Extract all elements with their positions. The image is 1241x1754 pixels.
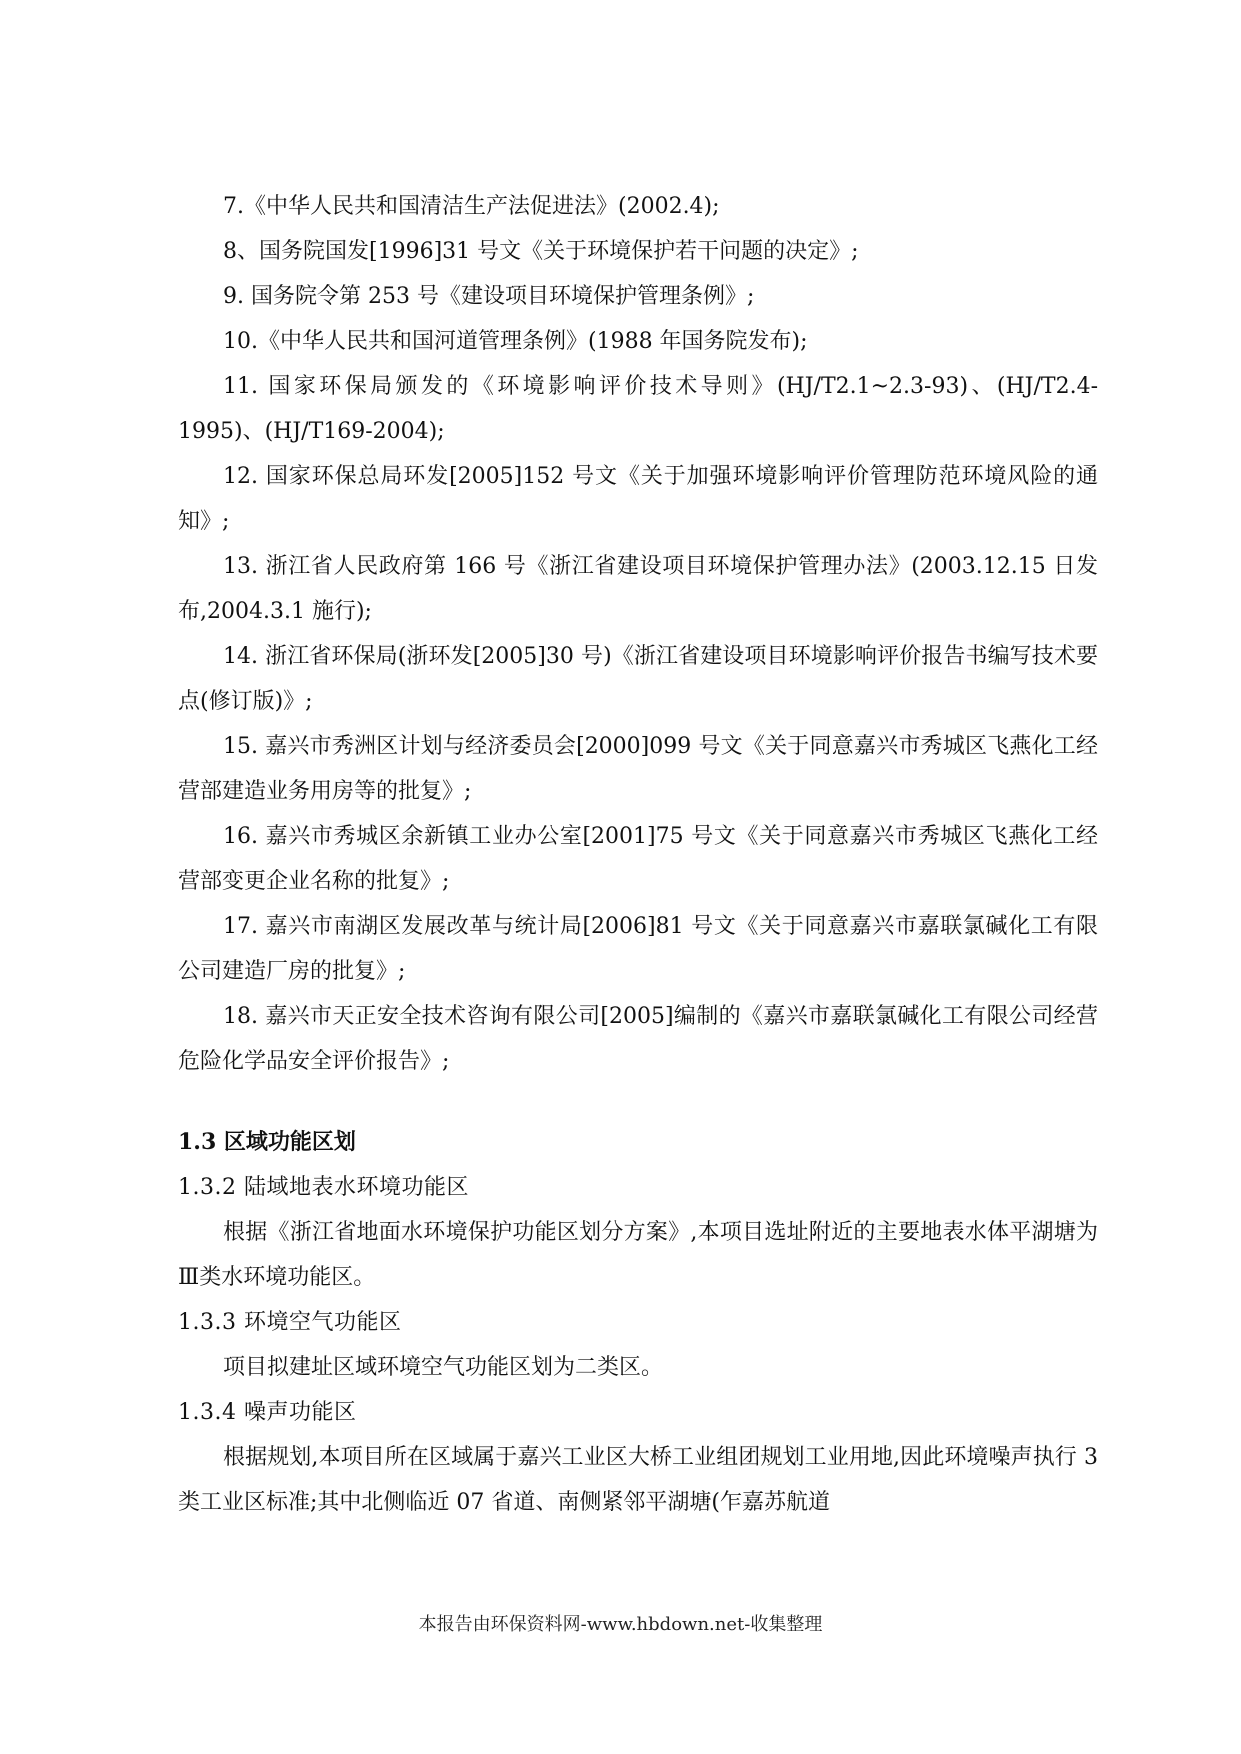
reference-item-10: 10.《中华人民共和国河道管理条例》(1988 年国务院发布); [223, 329, 808, 354]
reference-item-12: 12. 国家环保总局环发[2005]152 号文《关于加强环境影响评价管理防范环境风险的通知》; [178, 464, 1098, 534]
paragraph-surface-water: 根据《浙江省地面水环境保护功能区划分方案》,本项目选址附近的主要地表水体平湖塘为Ⅲ类水环境功能区。 [178, 1220, 1098, 1290]
reference-item-15: 15. 嘉兴市秀洲区计划与经济委员会[2000]099 号文《关于同意嘉兴市秀城区飞燕化工经营部建造业务用房等的批复》; [178, 734, 1098, 804]
subsection-title-air: 1.3.3 环境空气功能区 [178, 1310, 402, 1335]
paragraph-noise: 根据规划,本项目所在区域属于嘉兴工业区大桥工业组团规划工业用地,因此环境噪声执行 3 类工业区标准;其中北侧临近 07 省道、南侧紧邻平湖塘(乍嘉苏航道 [178, 1445, 1098, 1515]
paragraph-air: 项目拟建址区域环境空气功能区划为二类区。 [223, 1355, 664, 1380]
reference-item-16: 16. 嘉兴市秀城区余新镇工业办公室[2001]75 号文《关于同意嘉兴市秀城区飞燕化工经营部变更企业名称的批复》; [178, 824, 1098, 894]
reference-item-18: 18. 嘉兴市天正安全技术咨询有限公司[2005]编制的《嘉兴市嘉联氯碱化工有限公司经营危险化学品安全评价报告》; [178, 1004, 1098, 1074]
page-content [178, 184, 1098, 1525]
reference-item-13: 13. 浙江省人民政府第 166 号《浙江省建设项目环境保护管理办法》(2003.12.15 日发布,2004.3.1 施行); [178, 554, 1098, 624]
subsection-title-surface-water: 1.3.2 陆域地表水环境功能区 [178, 1175, 469, 1200]
subsection-title-noise: 1.3.4 噪声功能区 [178, 1400, 357, 1425]
page-footer: 本报告由环保资料网-www.hbdown.net-收集整理 [418, 1614, 823, 1635]
reference-item-14: 14. 浙江省环保局(浙环发[2005]30 号)《浙江省建设项目环境影响评价报告书编写技术要点(修订版)》; [178, 644, 1098, 714]
reference-item-9: 9. 国务院令第 253 号《建设项目环境保护管理条例》; [223, 284, 755, 309]
reference-item-7: 7.《中华人民共和国清洁生产法促进法》(2002.4); [223, 194, 720, 219]
section-spacer [178, 1084, 1098, 1120]
reference-item-8: 8、国务院国发[1996]31 号文《关于环境保护若干问题的决定》; [223, 239, 859, 264]
reference-item-11: 11. 国家环保局颁发的《环境影响评价技术导则》(HJ/T2.1~2.3-93)、(HJ/T2.4-1995)、(HJ/T169-2004); [178, 374, 1098, 444]
reference-item-17: 17. 嘉兴市南湖区发展改革与统计局[2006]81 号文《关于同意嘉兴市嘉联氯碱化工有限公司建造厂房的批复》; [178, 914, 1098, 984]
section-heading: 1.3 区域功能区划 [178, 1129, 356, 1155]
